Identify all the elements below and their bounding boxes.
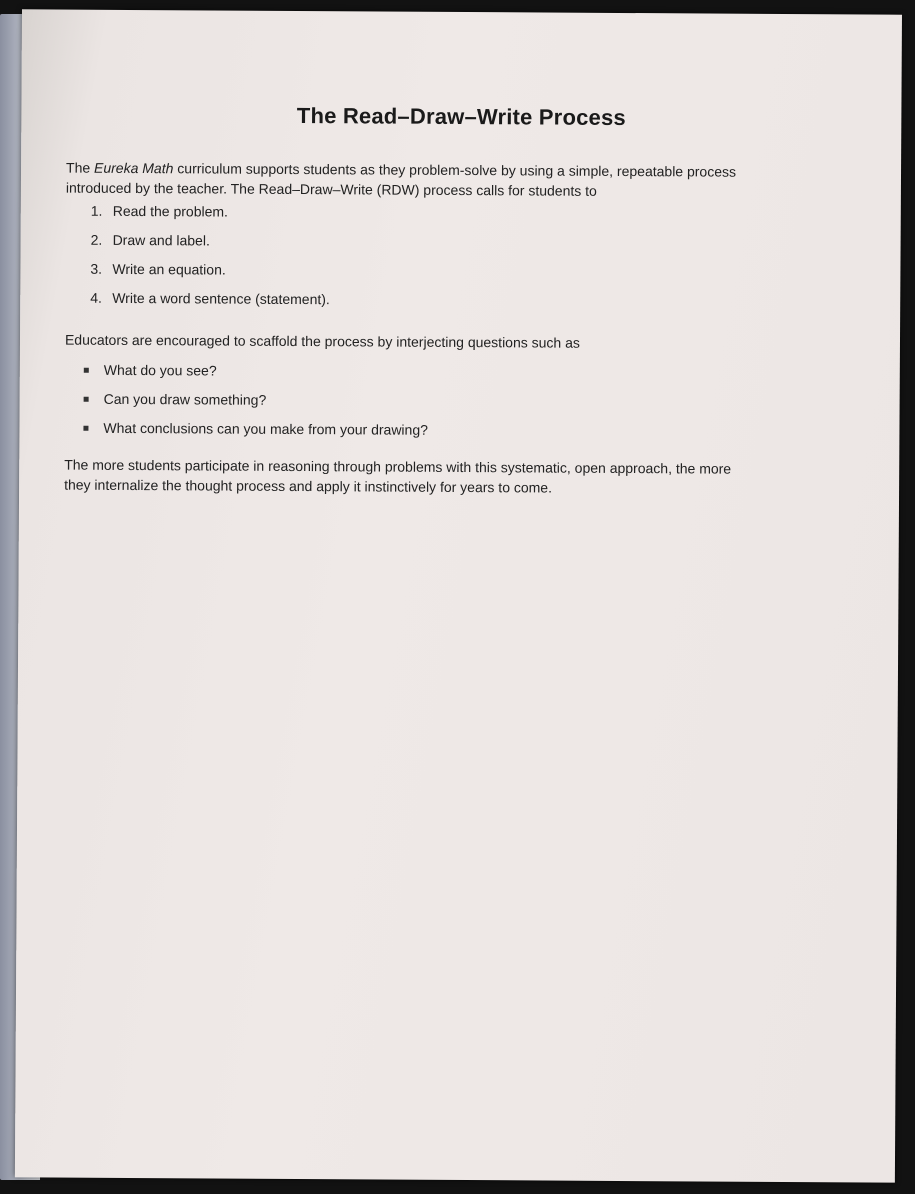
scaffold-questions-list bbox=[83, 355, 428, 444]
question-text: Can you draw something? bbox=[103, 390, 267, 408]
curriculum-name: Eureka Math bbox=[94, 159, 174, 177]
step-number: 1. bbox=[90, 202, 103, 219]
intro-paragraph bbox=[66, 158, 746, 202]
step-number: 3. bbox=[90, 260, 103, 277]
list-item bbox=[84, 384, 429, 415]
step-text: Read the problem. bbox=[112, 202, 229, 220]
list-item bbox=[90, 288, 330, 318]
question-text: What do you see? bbox=[103, 361, 217, 379]
rdw-steps-list bbox=[90, 201, 330, 318]
document-page bbox=[15, 9, 902, 1182]
step-text: Write a word sentence (statement). bbox=[112, 289, 330, 308]
square-bullet-icon bbox=[84, 367, 89, 372]
step-number: 4. bbox=[90, 289, 102, 306]
closing-paragraph: The more students participate in reasoning through problems with this systematic, open approach, the more they internalize the thought process and apply it instinctively for years to come. bbox=[64, 456, 732, 496]
list-item bbox=[91, 201, 331, 231]
list-item bbox=[90, 259, 330, 289]
educators-paragraph: Educators are encouraged to scaffold the process by interjecting questions such as bbox=[64, 331, 580, 351]
step-text: Write an equation. bbox=[112, 260, 226, 278]
page-title: The Read–Draw–Write Process bbox=[296, 102, 626, 131]
question-text: What conclusions can you make from your drawing? bbox=[103, 419, 428, 438]
list-item bbox=[90, 230, 330, 260]
square-bullet-icon bbox=[84, 396, 89, 401]
step-text: Draw and label. bbox=[112, 231, 210, 249]
list-item bbox=[83, 413, 428, 444]
intro-text-rest: curriculum supports students as they problem-solve by using a simple, repeatable process introduced by the teacher. The Read–Draw–Write (RDW) process calls for students to bbox=[65, 160, 737, 199]
step-number: 2. bbox=[90, 231, 103, 248]
list-item bbox=[84, 355, 429, 386]
intro-text-start: The bbox=[65, 159, 95, 176]
square-bullet-icon bbox=[83, 425, 88, 430]
